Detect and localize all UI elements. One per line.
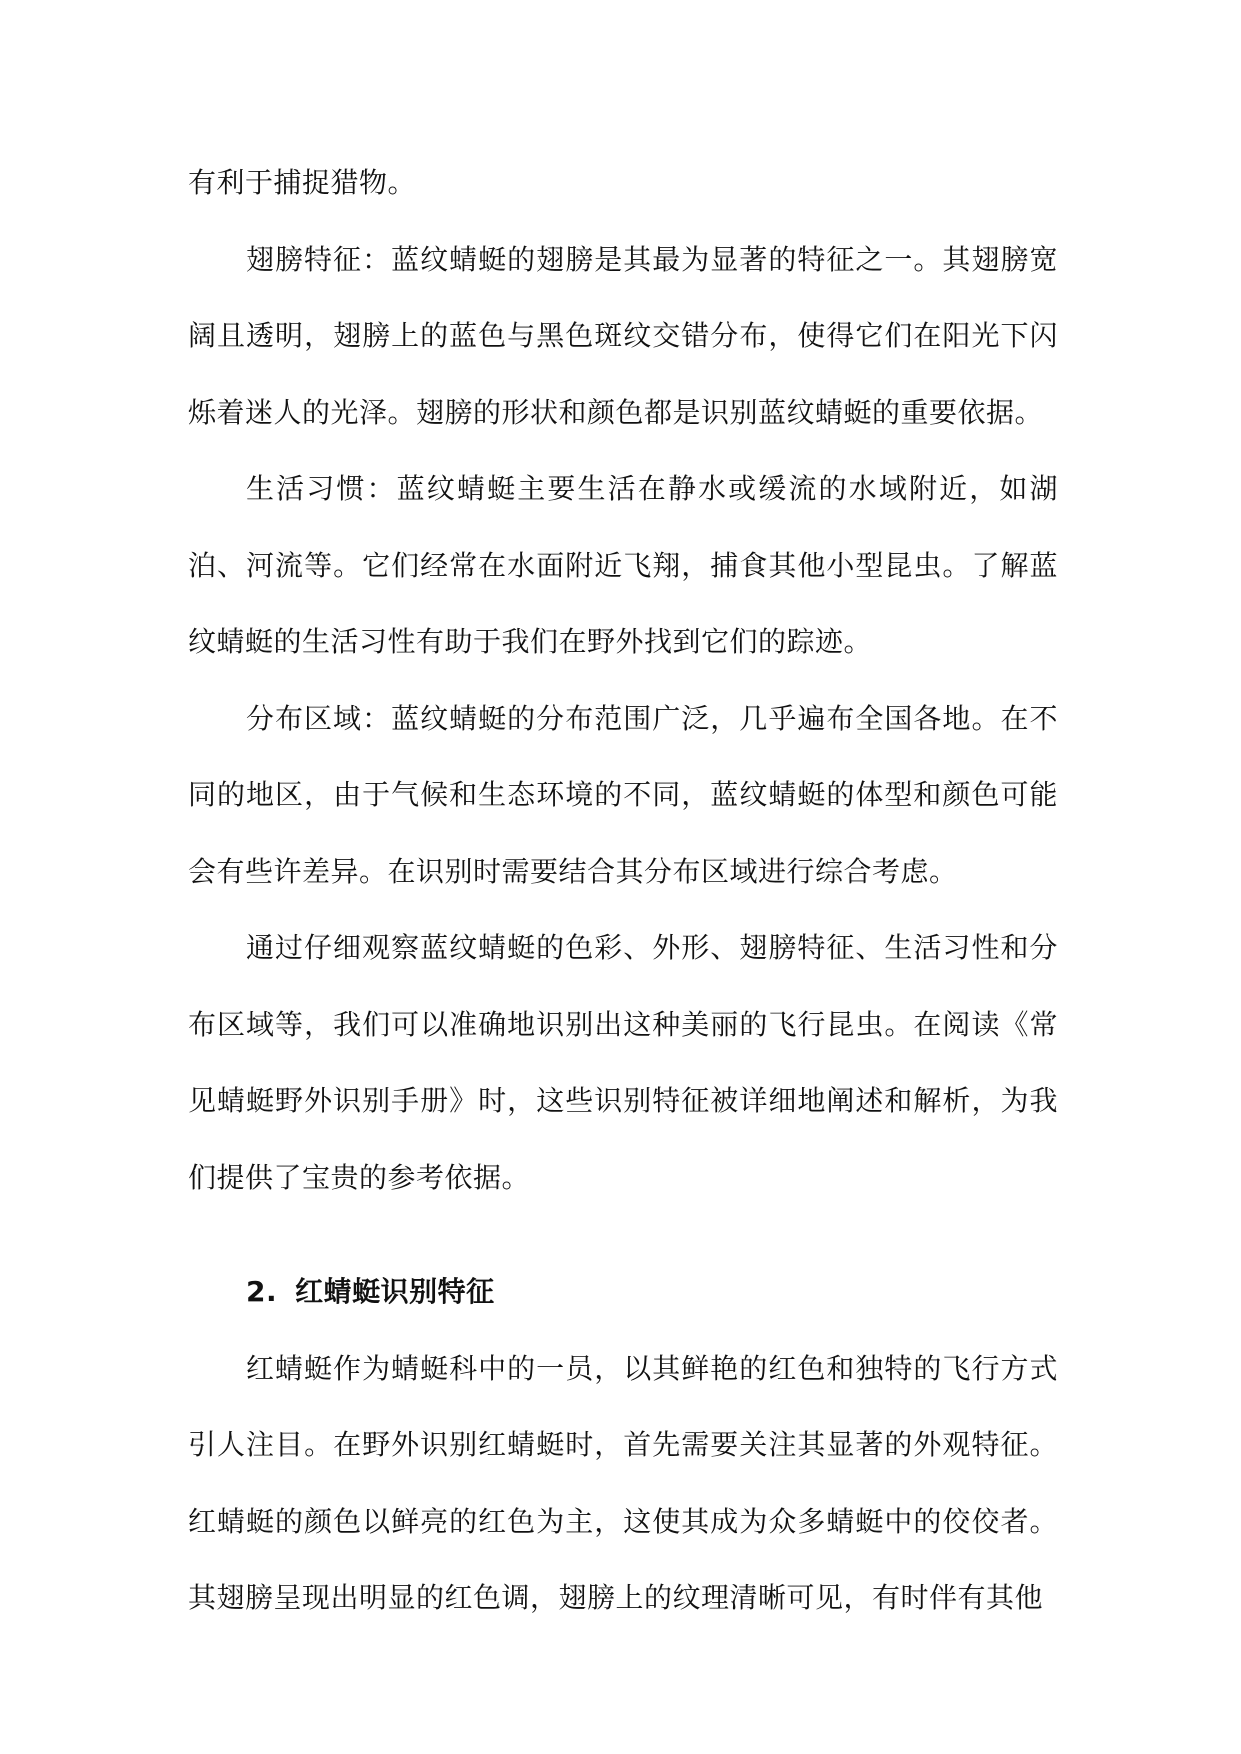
section-title: 红蜻蜓识别特征 <box>295 1275 495 1308</box>
paragraph-wing-features: 翅膀特征：蓝纹蜻蜓的翅膀是其最为显著的特征之一。其翅膀宽阔且透明，翅膀上的蓝色与黑色斑纹交错分布，使得它们在阳光下闪烁着迷人的光泽。翅膀的形状和颜色都是识别蓝纹蜻蜓的重要依据。 <box>188 242 1058 429</box>
section-number: 2. <box>246 1275 278 1308</box>
paragraph-summary: 通过仔细观察蓝纹蜻蜓的色彩、外形、翅膀特征、生活习性和分布区域等，我们可以准确地识别出这种美丽的飞行昆虫。在阅读《常见蜻蜓野外识别手册》时，这些识别特征被详细地阐述和解析，为我们提供了宝贵的参考依据。 <box>188 931 1058 1194</box>
paragraph-red-dragonfly-intro: 红蜻蜓作为蜻蜓科中的一员，以其鲜艳的红色和独特的飞行方式引人注目。在野外识别红蜻蜓时，首先需要关注其显著的外观特征。红蜻蜓的颜色以鲜亮的红色为主，这使其成为众多蜻蜓中的佼佼者。其翅膀呈现出明显的红色调，翅膀上的纹理清晰可见，有时伴有其他 <box>188 1351 1058 1614</box>
section-heading <box>188 1254 1058 1331</box>
paragraph-continuation: 有利于捕捉猎物。 <box>188 166 417 199</box>
paragraph-distribution: 分布区域：蓝纹蜻蜓的分布范围广泛，几乎遍布全国各地。在不同的地区，由于气候和生态环境的不同，蓝纹蜻蜓的体型和颜色可能会有些许差异。在识别时需要结合其分布区域进行综合考虑。 <box>188 701 1058 888</box>
paragraph-living-habits: 生活习惯：蓝纹蜻蜓主要生活在静水或缓流的水域附近，如湖泊、河流等。它们经常在水面附近飞翔，捕食其他小型昆虫。了解蓝纹蜻蜓的生活习性有助于我们在野外找到它们的踪迹。 <box>188 472 1058 658</box>
page-content <box>188 145 1058 1637</box>
